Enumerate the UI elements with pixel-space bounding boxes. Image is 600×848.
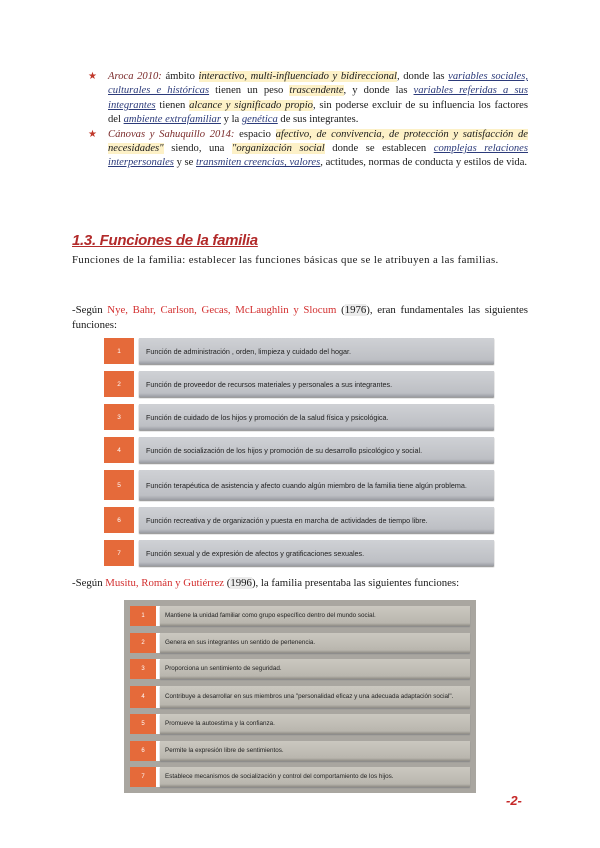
row-number: 4 xyxy=(130,686,156,708)
underlined-term: transmiten creencias, valores xyxy=(196,157,321,169)
table-row xyxy=(104,371,494,397)
table-row xyxy=(130,714,470,734)
underlined-term: genética xyxy=(241,114,278,126)
table-row xyxy=(104,338,494,364)
bullet-run: tienen xyxy=(155,99,190,111)
row-number: 2 xyxy=(104,371,134,397)
table-row xyxy=(104,507,494,533)
row-number: 5 xyxy=(104,470,134,500)
row-number: 7 xyxy=(130,767,156,787)
table-row xyxy=(130,767,470,787)
bullet-text xyxy=(108,129,528,169)
citation-label: Cánovas y Sahuquillo 2014: xyxy=(108,128,235,140)
row-text: Función de cuidado de los hijos y promoción de la salud física y psicológica. xyxy=(139,404,494,430)
table-row xyxy=(130,606,470,626)
bullet-run: siendo, una xyxy=(163,143,232,155)
author-citation: Musitu, Román y Gutiérrez xyxy=(105,577,225,589)
row-number: 6 xyxy=(130,741,156,761)
para-text: ), eran fundamentales las siguientes funciones: xyxy=(72,304,528,331)
author-citation: Nye, Bahr, Carlson, Gecas, McLaughlin y Slocum xyxy=(107,304,337,316)
table-row xyxy=(104,404,494,430)
row-text: Mantiene la unidad familiar como grupo específico dentro del mundo social. xyxy=(160,606,470,626)
underlined-term: variables sociales, culturales e históricas xyxy=(108,71,528,97)
bullet-run: , y donde las xyxy=(343,85,414,97)
highlighted-term: interactivo, multi-influenciado y bidireccional xyxy=(198,71,397,82)
table-row xyxy=(104,437,494,463)
row-text: Establece mecanismos de socialización y control del comportamiento de los hijos. xyxy=(160,767,470,787)
para-text: ( xyxy=(224,577,231,589)
highlighted-term: alcance y significado propio xyxy=(189,99,313,111)
row-text: Contribuye a desarrollar en sus miembros una "personalidad eficaz y una adecuada adaptación social". xyxy=(160,686,470,708)
para-text: ( xyxy=(336,304,345,316)
table-row xyxy=(104,540,494,566)
functions-table-nye xyxy=(104,338,494,573)
highlighted-term: trascendente xyxy=(289,85,344,97)
row-number: 7 xyxy=(104,540,134,566)
row-text: Proporciona un sentimiento de seguridad. xyxy=(160,659,470,679)
functions-table-musitu xyxy=(124,600,476,793)
row-number: 2 xyxy=(130,633,156,653)
row-number: 4 xyxy=(104,437,134,463)
row-text: Función de proveedor de recursos materiales y personales a sus integrantes. xyxy=(139,371,494,397)
row-text: Genera en sus integrantes un sentido de pertenencia. xyxy=(160,633,470,653)
citation-year: 1976 xyxy=(344,304,367,316)
para-text: ), la familia presentaba las siguientes funciones: xyxy=(251,577,460,589)
bullet-aroca xyxy=(88,70,528,128)
row-text: Función recreativa y de organización y puesta en marcha de actividades de tiempo libre. xyxy=(139,507,494,533)
row-text: Función de administración , orden, limpieza y cuidado del hogar. xyxy=(139,338,494,364)
nye-paragraph xyxy=(72,303,528,333)
bullet-run: , sin poderse excluir de su influencia los factores del xyxy=(108,99,529,126)
table-row xyxy=(104,470,494,500)
row-number: 1 xyxy=(130,606,156,626)
highlighted-term: afectivo, de convivencia, de protección y satisfacción de necesidades" xyxy=(108,128,528,155)
bullet-run: , donde las xyxy=(396,71,449,82)
bullet-run: de sus integrantes. xyxy=(277,114,359,126)
para-text: -Según xyxy=(72,577,106,589)
underlined-term: variables referidas a sus integrantes xyxy=(108,85,528,111)
highlighted-term: "organización social xyxy=(231,143,325,155)
musitu-paragraph xyxy=(72,576,528,591)
table-row xyxy=(130,741,470,761)
row-text: Función terapéutica de asistencia y afecto cuando algún miembro de la familia tiene algún problema. xyxy=(139,470,494,500)
intro-paragraph: Funciones de la familia: establecer las funciones básicas que se le atribuyen a las familias. xyxy=(72,254,499,266)
bullet-text xyxy=(108,71,528,125)
row-text: Función de socialización de los hijos y promoción de su desarrollo psicológico y social. xyxy=(139,437,494,463)
section-heading: 1.3. Funciones de la familia xyxy=(72,232,258,249)
bullet-run: espacio xyxy=(234,128,276,140)
page-number: -2- xyxy=(506,793,522,808)
bullet-run: donde se establecen xyxy=(324,143,434,155)
bullet-run: , actitudes, normas de conducta y estilos de vida. xyxy=(320,157,528,169)
table-row xyxy=(130,633,470,653)
underlined-term: complejas relaciones interpersonales xyxy=(108,143,529,169)
citation-label: Aroca 2010: xyxy=(108,71,162,82)
star-bullet-icon: ★ xyxy=(88,128,97,140)
row-number: 1 xyxy=(104,338,134,364)
bullet-run: ámbito xyxy=(161,71,199,82)
row-number: 6 xyxy=(104,507,134,533)
row-number: 3 xyxy=(130,659,156,679)
definition-list xyxy=(88,70,528,171)
row-text: Permite la expresión libre de sentimientos. xyxy=(160,741,470,761)
table-row xyxy=(130,686,470,708)
row-number: 5 xyxy=(130,714,156,734)
para-text: -Según xyxy=(72,304,108,316)
underlined-term: ambiente extrafamiliar xyxy=(123,114,221,126)
bullet-run: y se xyxy=(173,157,196,169)
table-row xyxy=(130,659,470,679)
bullet-canovas xyxy=(88,128,528,171)
star-bullet-icon: ★ xyxy=(88,71,97,82)
row-text: Promueve la autoestima y la confianza. xyxy=(160,714,470,734)
bullet-run: tienen un peso xyxy=(209,85,290,97)
bullet-run: y la xyxy=(220,114,242,126)
citation-year: 1996 xyxy=(230,577,252,589)
row-number: 3 xyxy=(104,404,134,430)
row-text: Función sexual y de expresión de afectos y gratificaciones sexuales. xyxy=(139,540,494,566)
